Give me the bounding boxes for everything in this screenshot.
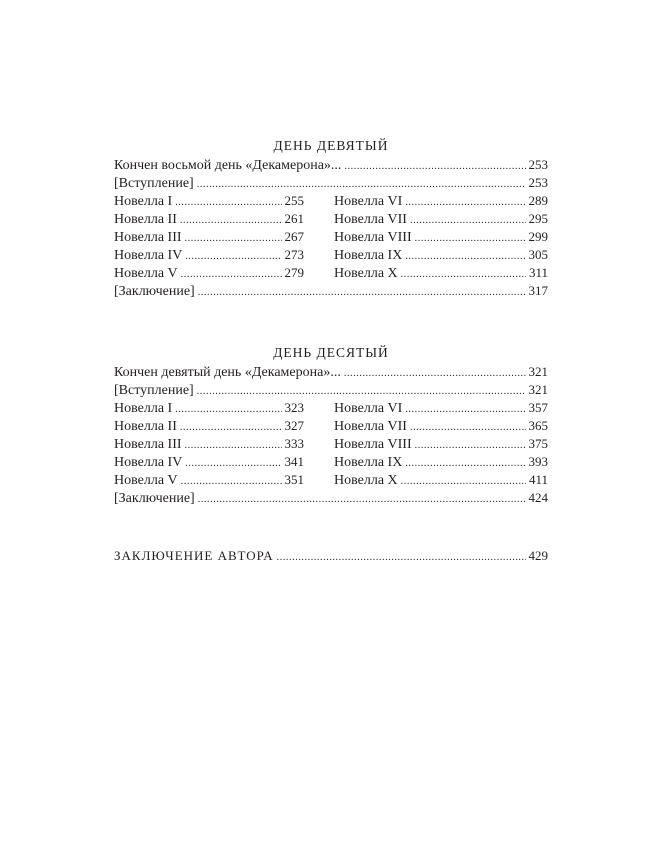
dot-leader	[185, 455, 281, 473]
entry-label: [Заключение]	[114, 284, 195, 299]
page-number: 424	[528, 490, 548, 505]
toc-entry	[114, 381, 548, 399]
entry-label: Новелла IX	[334, 248, 403, 263]
page-number: 317	[528, 283, 548, 298]
toc-entry	[114, 264, 304, 282]
entry-label: Новелла X	[334, 473, 398, 488]
dot-leader	[401, 473, 526, 491]
page-number: 311	[528, 265, 548, 280]
dot-leader	[175, 401, 281, 419]
novella-column-right	[334, 192, 548, 282]
page-number: 305	[528, 247, 548, 262]
entry-label: Новелла VI	[334, 194, 403, 209]
dot-leader	[277, 549, 526, 567]
toc-entry	[334, 417, 548, 435]
page-number: 323	[284, 400, 304, 415]
toc-entry	[334, 435, 548, 453]
dot-leader	[405, 401, 525, 419]
entry-label: Новелла X	[334, 266, 398, 281]
page-number: 253	[528, 175, 548, 190]
page-number: 333	[284, 436, 304, 451]
novella-list	[114, 192, 548, 282]
dot-leader	[198, 491, 526, 509]
page-number: 327	[284, 418, 304, 433]
toc-entry	[114, 489, 548, 507]
toc-entry	[114, 435, 304, 453]
toc-entry	[334, 246, 548, 264]
dot-leader	[344, 365, 526, 383]
page-number: 411	[528, 472, 548, 487]
dot-leader	[410, 419, 526, 437]
page-number: 253	[528, 157, 548, 172]
dot-leader	[185, 248, 281, 266]
day-section-ninth	[114, 136, 548, 300]
novella-column-right	[334, 399, 548, 489]
page-number: 299	[528, 229, 548, 244]
toc-entry	[114, 192, 304, 210]
toc-entry	[334, 453, 548, 471]
entry-label: Новелла I	[114, 401, 173, 416]
entry-label: ЗАКЛЮЧЕНИЕ АВТОРА	[114, 548, 274, 563]
entry-label: Новелла VIII	[334, 230, 412, 245]
entry-label: Новелла II	[114, 419, 177, 434]
toc-entry	[114, 228, 304, 246]
page-number: 375	[528, 436, 548, 451]
toc-entry	[114, 246, 304, 264]
page-number: 341	[284, 454, 304, 469]
entry-label: Новелла VIII	[334, 437, 412, 452]
novella-column-left	[114, 192, 304, 282]
toc-entry	[334, 264, 548, 282]
day-title: ДЕНЬ ДЕВЯТЫЙ	[273, 138, 389, 153]
entry-label: Новелла VII	[334, 419, 407, 434]
page-number: 273	[284, 247, 304, 262]
dot-leader	[415, 437, 526, 455]
entry-label: Новелла IV	[114, 455, 183, 470]
entry-label: Новелла V	[114, 266, 178, 281]
dot-leader	[405, 248, 525, 266]
entry-label: [Вступление]	[114, 176, 194, 191]
toc-entry	[114, 453, 304, 471]
page-number: 357	[528, 400, 548, 415]
toc-entry	[114, 399, 304, 417]
toc-entry	[334, 210, 548, 228]
novella-column-left	[114, 399, 304, 489]
novella-list	[114, 399, 548, 489]
page-number: 429	[528, 548, 548, 563]
entry-label: Новелла VII	[334, 212, 407, 227]
section-spacer	[114, 507, 548, 547]
dot-leader	[401, 266, 526, 284]
page-number: 365	[528, 418, 548, 433]
entry-label: [Вступление]	[114, 383, 194, 398]
toc-entry	[334, 228, 548, 246]
entry-label: Кончен девятый день «Декамерона»...	[114, 365, 341, 380]
page-number: 267	[284, 229, 304, 244]
section-spacer	[114, 300, 548, 343]
dot-leader	[344, 158, 525, 176]
toc-entry	[114, 174, 548, 192]
dot-leader	[410, 212, 526, 230]
entry-label: Новелла III	[114, 230, 182, 245]
page-number: 255	[284, 193, 304, 208]
page-number: 351	[284, 472, 304, 487]
dot-leader	[181, 473, 282, 491]
entry-label: Новелла IX	[334, 455, 403, 470]
dot-leader	[180, 419, 282, 437]
page-number: 295	[528, 211, 548, 226]
table-of-contents	[114, 136, 548, 565]
page-number: 321	[528, 364, 548, 379]
dot-leader	[405, 455, 525, 473]
toc-entry	[114, 363, 548, 381]
toc-entry	[114, 471, 304, 489]
day-title: ДЕНЬ ДЕСЯТЫЙ	[273, 345, 389, 360]
dot-leader	[198, 284, 526, 302]
day-section-tenth	[114, 343, 548, 507]
page-number: 279	[284, 265, 304, 280]
toc-entry	[334, 399, 548, 417]
toc-entry	[334, 192, 548, 210]
dot-leader	[415, 230, 526, 248]
dot-leader	[185, 437, 282, 455]
entry-label: Новелла I	[114, 194, 173, 209]
toc-entry	[114, 156, 548, 174]
dot-leader	[180, 212, 282, 230]
entry-label: Новелла V	[114, 473, 178, 488]
toc-entry	[114, 417, 304, 435]
page-number: 393	[528, 454, 548, 469]
dot-leader	[185, 230, 282, 248]
toc-entry	[114, 282, 548, 300]
dot-leader	[181, 266, 282, 284]
toc-entry	[334, 471, 548, 489]
entry-label: Кончен восьмой день «Декамерона»...	[114, 158, 342, 173]
entry-label: Новелла IV	[114, 248, 183, 263]
toc-entry-author-conclusion	[114, 547, 548, 565]
page-number: 321	[528, 382, 548, 397]
entry-label: Новелла II	[114, 212, 177, 227]
entry-label: Новелла III	[114, 437, 182, 452]
entry-label: [Заключение]	[114, 491, 195, 506]
page-number: 261	[284, 211, 304, 226]
dot-leader	[175, 194, 281, 212]
page-number: 289	[528, 193, 548, 208]
dot-leader	[405, 194, 525, 212]
entry-label: Новелла VI	[334, 401, 403, 416]
toc-entry	[114, 210, 304, 228]
